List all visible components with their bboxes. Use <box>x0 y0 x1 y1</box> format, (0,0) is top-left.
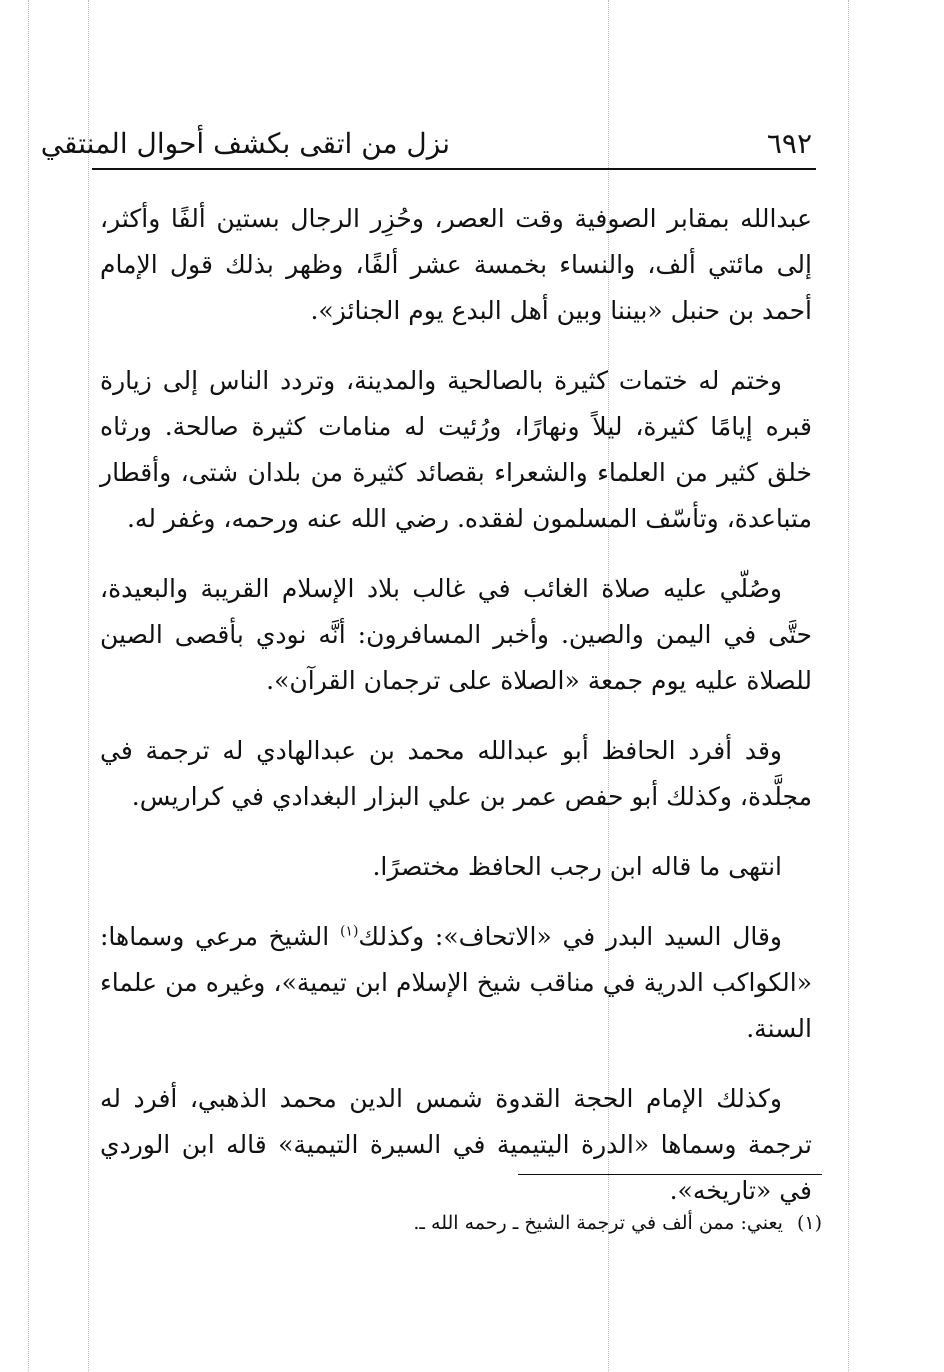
header-rule <box>92 168 816 170</box>
paragraph: انتهى ما قاله ابن رجب الحافظ مختصرًا. <box>372 852 782 881</box>
scan-artifact-line <box>88 0 89 1372</box>
paragraph: وصُلّي عليه صلاة الغائب في غالب بلاد الإسلام القريبة والبعيدة، حتَّى في اليمن والصين. وأخبر المسافرون: أنَّه نودي بأقصى الصين للصلاة عليه يوم جمعة «الصلاة على ترجمان القرآن». <box>100 574 812 695</box>
scan-artifact-line <box>848 0 849 1372</box>
header-title: نزل من اتقى بكشف أحوال المنتقي <box>40 127 450 160</box>
paragraph: وقد أفرد الحافظ أبو عبدالله محمد بن عبدالهادي له ترجمة في مجلَّدة، وكذلك أبو حفص عمر بن علي البزار البغدادي في كراريس. <box>100 736 812 811</box>
footnote-rule <box>518 1174 822 1175</box>
paragraph-with-footnote <box>100 914 812 1052</box>
paragraph: وختم له ختمات كثيرة بالصالحية والمدينة، وتردد الناس إلى زيارة قبره إيامًا كثيرة، ليلاً ونهارًا، ورُئيت له منامات كثيرة صالحة. ورثاه خلق كثير من العلماء والشعراء بقصائد كثيرة من بلدان شتى، وأقطار متباعدة، وتأسّف المسلمون لفقده. رضي الله عنه ورحمه، وغفر له. <box>100 366 812 533</box>
footnote-text: يعني: ممن ألف في ترجمة الشيخ ـ رحمه الله ـ. <box>413 1212 783 1234</box>
running-header <box>40 122 812 168</box>
paragraph: وكذلك الإمام الحجة القدوة شمس الدين محمد الذهبي، أفرد له ترجمة وسماها «الدرة اليتيمية في السيرة التيمية» قاله ابن الوردي في «تاريخه». <box>100 1084 812 1205</box>
page-number: ٦٩٢ <box>766 127 812 160</box>
body-text <box>100 196 812 1238</box>
paragraph-text: الشيخ مرعي وسماها: «الكواكب الدرية في مناقب شيخ الإسلام ابن تيمية»، وغيره من علماء السنة. <box>100 922 812 1043</box>
footnote <box>300 1208 822 1238</box>
footnote-number: (١) <box>796 1212 822 1234</box>
paragraph-text: وقال السيد البدر في «الاتحاف»: وكذلك <box>358 922 783 951</box>
footnote-reference: (١) <box>339 923 359 940</box>
scan-artifact-line <box>28 0 29 1372</box>
paragraph: عبدالله بمقابر الصوفية وقت العصر، وحُزِر الرجال بستين ألفًا وأكثر، إلى مائتي ألف، والنساء بخمسة عشر ألفًا، وظهر بذلك قول الإمام أحمد بن حنبل «بيننا وبين أهل البدع يوم الجنائز». <box>100 204 812 325</box>
